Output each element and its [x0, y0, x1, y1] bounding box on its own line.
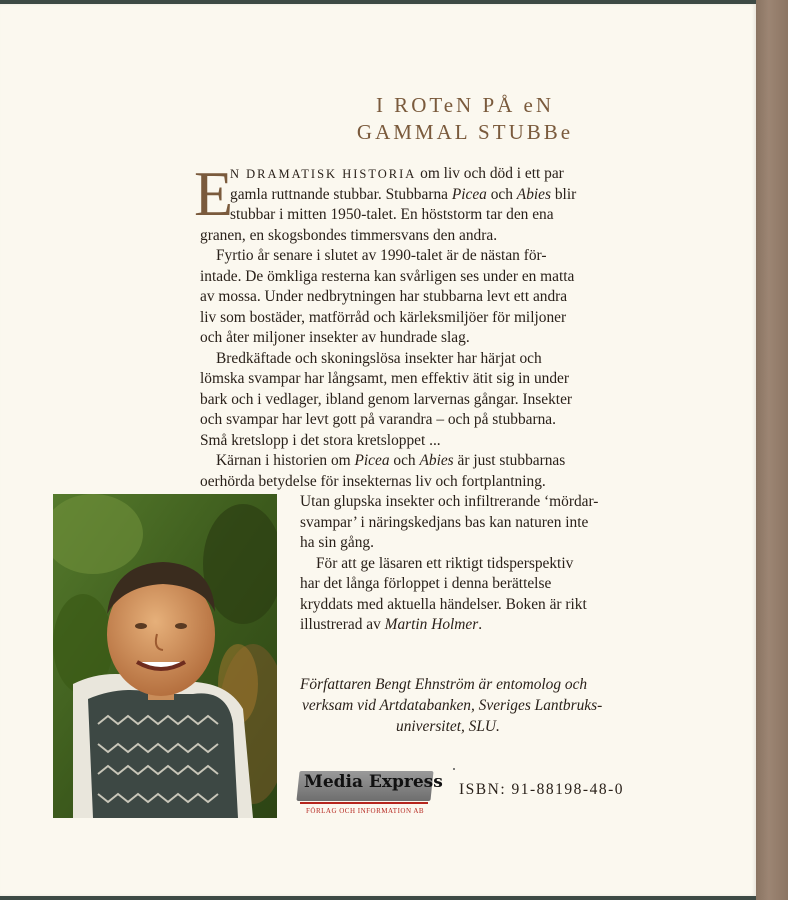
blurb-line: Utan glupska insekter och infiltrerande ‘mördar- — [300, 493, 599, 510]
blurb-line: För att ge läsaren ett riktigt tidsperspektiv — [316, 554, 574, 572]
blurb-line: stubbar i mitten 1950-talet. En höststorm tar den ena — [230, 206, 554, 223]
blurb-line: granen, en skogsbondes timmersvans den andra. — [200, 226, 498, 244]
title-line-1: I ROTeN PÅ eN — [375, 93, 555, 117]
blurb-line: och svampar har levt gott på varandra – och på stubbarna. — [200, 411, 556, 428]
blurb-line: gamla ruttnande stubbar. Stubbarna Picea och Abies blir — [230, 185, 577, 203]
blurb-line: har det långa förloppet i denna berättelse — [300, 575, 552, 592]
author-bio-line: Författaren Bengt Ehnström är entomolog och — [300, 676, 588, 693]
blurb-line: kryddats med aktuella händelser. Boken är rikt — [300, 595, 587, 613]
blurb-line: bark och i vedlager, ibland genom larvernas gångar. Insekter — [200, 390, 573, 408]
blurb-line: ha sin gång. — [300, 534, 374, 551]
blurb-line: svampar’ i näringskedjans bas kan naturen inte — [300, 513, 589, 531]
blurb-line: Fyrtio år senare i slutet av 1990-talet är de nästan för- — [216, 247, 547, 264]
author-bio-line: verksam vid Artdatabanken, Sveriges Lantbruks- — [302, 697, 603, 714]
author-portrait-icon — [53, 494, 277, 818]
logo-subtitle: FÖRLAG OCH INFORMATION AB — [306, 807, 425, 815]
title-line-2: GAMMAL STUBBe — [356, 120, 574, 144]
blurb-line: Kärnan i historien om Picea och Abies är just stubbarnas — [216, 452, 566, 469]
blurb-line: Bredkäftade och skoningslösa insekter har härjat och — [216, 349, 542, 367]
drop-cap: E — [194, 158, 234, 229]
blurb-line: illustrerad av Martin Holmer. — [300, 616, 483, 633]
author-bio — [300, 674, 630, 737]
logo-rule — [300, 802, 428, 804]
blurb-line: Små kretslopp i det stora kretsloppet ... — [200, 431, 441, 449]
blurb-line: lömska svampar har långsamt, men effektiv ätit sig in under — [200, 370, 569, 387]
logo-name: Media Express — [304, 772, 443, 792]
isbn: ISBN: 91-88198-48-0 — [459, 781, 624, 798]
blurb-line: liv som bostäder, matförråd och kärleksmiljöer för miljoner — [200, 308, 567, 326]
publisher-logo — [296, 769, 443, 825]
blurb-line: N DRAMATISK HISTORIA om liv och död i ett par — [230, 165, 564, 182]
book-title — [300, 92, 630, 146]
blurb-line: intade. De ömkliga resterna kan svårligen ses under en matta — [200, 267, 575, 285]
back-cover-page — [0, 4, 756, 896]
blurb-line: och åter miljoner insekter av hundrade slag. — [200, 329, 470, 346]
author-bio-line: universitet, SLU. — [396, 718, 500, 735]
blurb-line: av mossa. Under nedbrytningen har stubbarna levt ett andra — [200, 288, 568, 305]
author-photo — [53, 494, 277, 818]
book-spine-edge — [756, 0, 788, 900]
printer-dot — [453, 768, 455, 770]
blurb-line: oerhörda betydelse för insekternas liv och fortplantning. — [200, 472, 546, 490]
